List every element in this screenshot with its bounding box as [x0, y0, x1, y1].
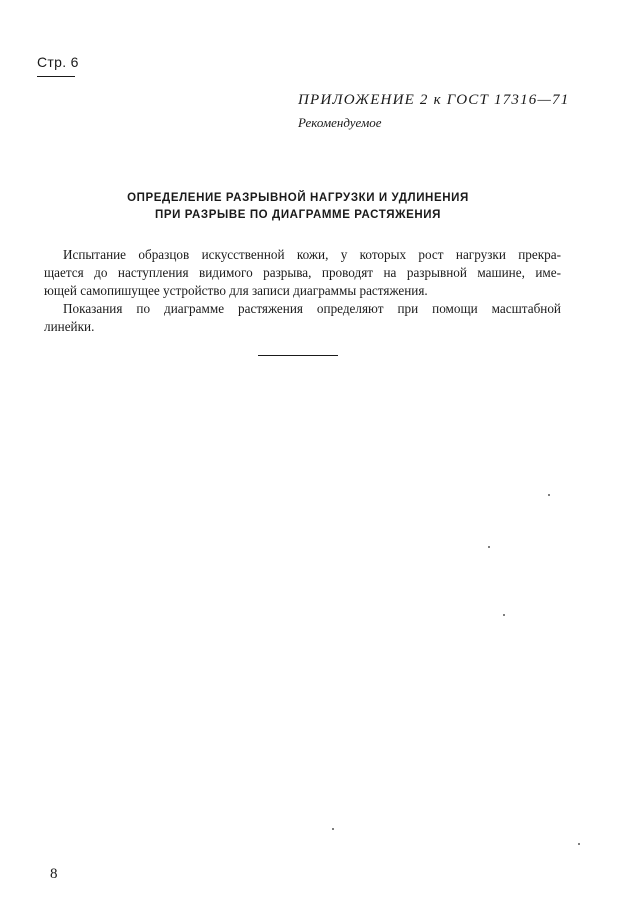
section-divider	[258, 355, 338, 356]
scan-speck	[503, 614, 505, 616]
appendix-status: Рекомендуемое	[298, 115, 382, 130]
page-number: 8	[50, 866, 58, 882]
paragraph-2-line-1: Показания по диаграмме растяжения определяют при помощи масштабной	[63, 301, 561, 316]
section-title-line-1: ОПРЕДЕЛЕНИЕ РАЗРЫВНОЙ НАГРУЗКИ И УДЛИНЕНИЯ	[127, 192, 469, 204]
scan-speck	[548, 494, 550, 496]
paragraph-2-line-2: линейки.	[44, 319, 95, 334]
page-label: Стр. 6	[37, 54, 75, 77]
paragraph-1-line-3: ющей самопишущее устройство для записи диаграммы растяжения.	[44, 283, 428, 298]
appendix-reference: ПРИЛОЖЕНИЕ 2 к ГОСТ 17316—71	[298, 92, 570, 108]
scan-speck	[332, 828, 334, 830]
section-title-line-2: ПРИ РАЗРЫВЕ ПО ДИАГРАММЕ РАСТЯЖЕНИЯ	[154, 209, 442, 221]
paragraph-1-line-1: Испытание образцов искусственной кожи, у которых рост нагрузки прекра-	[63, 247, 561, 262]
scan-speck	[488, 546, 490, 548]
scan-speck	[578, 843, 580, 845]
paragraph-1-line-2: щается до наступления видимого разрыва, проводят на разрывной машине, име-	[44, 265, 561, 280]
